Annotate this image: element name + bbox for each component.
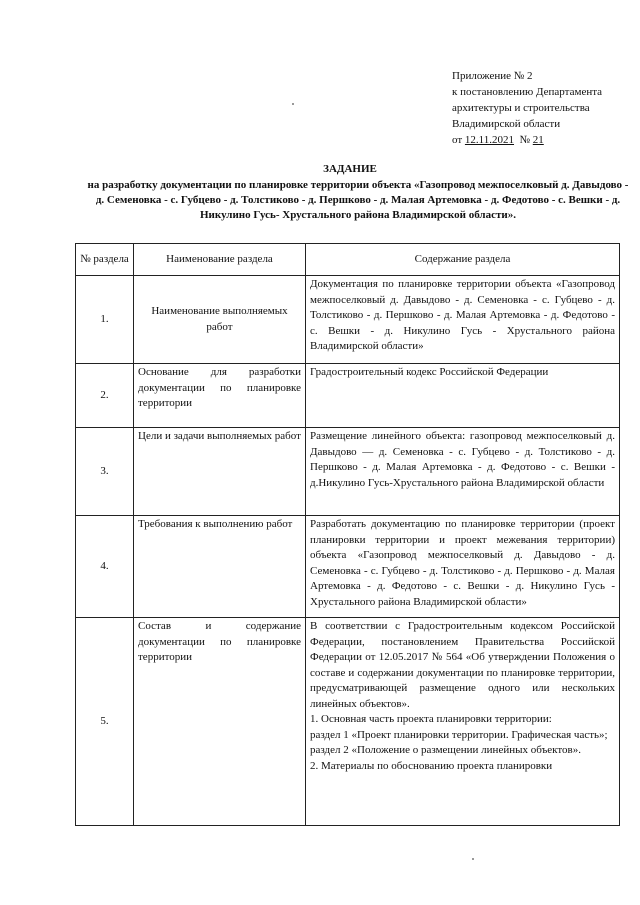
table-row (76, 276, 620, 364)
row-num: 1. (76, 276, 134, 364)
row-num: 4. (76, 516, 134, 618)
row-name: Состав и содержание документации по планировке территории (134, 618, 306, 826)
row-name: Цели и задачи выполняемых работ (134, 428, 306, 516)
row-content: Разработать документацию по планировке территории (проект планировки территории и проект межевания территории) объекта «Газопровод межпоселковый д. Давыдово - д. Семеновка - с. Губцево - д. Толстиково - д. Першково - д. Малая Артемовка - д. Федотово - с. Вешки - д. Никулино Гусь - Хрустального района Владимирской области» (306, 516, 620, 618)
annex-line: Владимирской области (452, 118, 561, 130)
annex-date-line (452, 132, 602, 148)
annex-block (452, 68, 602, 148)
row-num: 5. (76, 618, 134, 826)
row-num: 2. (76, 364, 134, 428)
annex-number-sign: № (519, 134, 531, 146)
content-paragraph: 2. Материалы по обоснованию проекта планировки (310, 759, 553, 772)
row-num: 3. (76, 428, 134, 516)
header-num: № раздела (76, 244, 134, 276)
table-header-row (76, 244, 620, 276)
row-content (306, 618, 620, 826)
annex-line: Приложение № 2 (452, 70, 533, 82)
content-paragraph: раздел 1 «Проект планировки территории. Графическая часть»; (310, 728, 608, 741)
scan-speck (292, 103, 294, 105)
table-row (76, 516, 620, 618)
row-content: Документация по планировке территории объекта «Газопровод межпоселковый д. Давыдово - д. Семеновка - с. Губцево - д. Толстиково - д. Першково - д. Малая Артемовка - д. Федотово - с. Вешки - д. Никулино Гусь - Хрустального района Владимирской области» (306, 276, 620, 364)
annex-line: к постановлению Департамента (452, 86, 603, 98)
row-name: Основание для разработки документации по планировке территории (134, 364, 306, 428)
row-name: Требования к выполнению работ (134, 516, 306, 618)
annex-line: архитектуры и строительства (452, 102, 590, 114)
table-row (76, 428, 620, 516)
content-paragraph: раздел 2 «Положение о размещении линейных объектов». (310, 744, 581, 756)
content-paragraph: 1. Основная часть проекта планировки территории: (310, 713, 552, 725)
document-title: ЗАДАНИЕ (323, 163, 377, 175)
table-row (76, 364, 620, 428)
task-table (75, 243, 620, 826)
row-name: Наименование выполняемых работ (134, 276, 306, 364)
table-row (76, 618, 620, 826)
header-content: Содержание раздела (306, 244, 620, 276)
content-paragraph: В соответствии с Градостроительным кодексом Российской Федерации, постановлением Правительства Российской Федерации от 12.05.2017 № 564 «Об утверждении Положения о составе и содержании документации по планировке территории, предусматривающей размещение одного или нескольких линейных объектов». (310, 620, 615, 710)
row-content: Градостроительный кодекс Российской Федерации (306, 364, 620, 428)
annex-date: 12.11.2021 (464, 134, 515, 146)
scan-speck (472, 858, 474, 860)
row-content: Размещение линейного объекта: газопровод межпоселковый д. Давыдово — д. Семеновка - с. Губцево - д. Толстиково - д. Першково - д. Малая Артемовка - д. Федотово - с. Вешки - д.Никулино Гусь-Хрустального района Владимирской области (306, 428, 620, 516)
header-name: Наименование раздела (134, 244, 306, 276)
document-subtitle: на разработку документации по планировке территории объекта «Газопровод межпоселковый д. Давыдово - д. Семеновка - с. Губцево - д. Толстиково - д. Першково - д. Малая Артемовка - д. Федотово - с. Вешки - д. Никулино Гусь- Хрустального района Владимирской области». (87, 179, 629, 221)
annex-date-prefix: от (452, 134, 463, 146)
annex-number: 21 (532, 134, 544, 146)
